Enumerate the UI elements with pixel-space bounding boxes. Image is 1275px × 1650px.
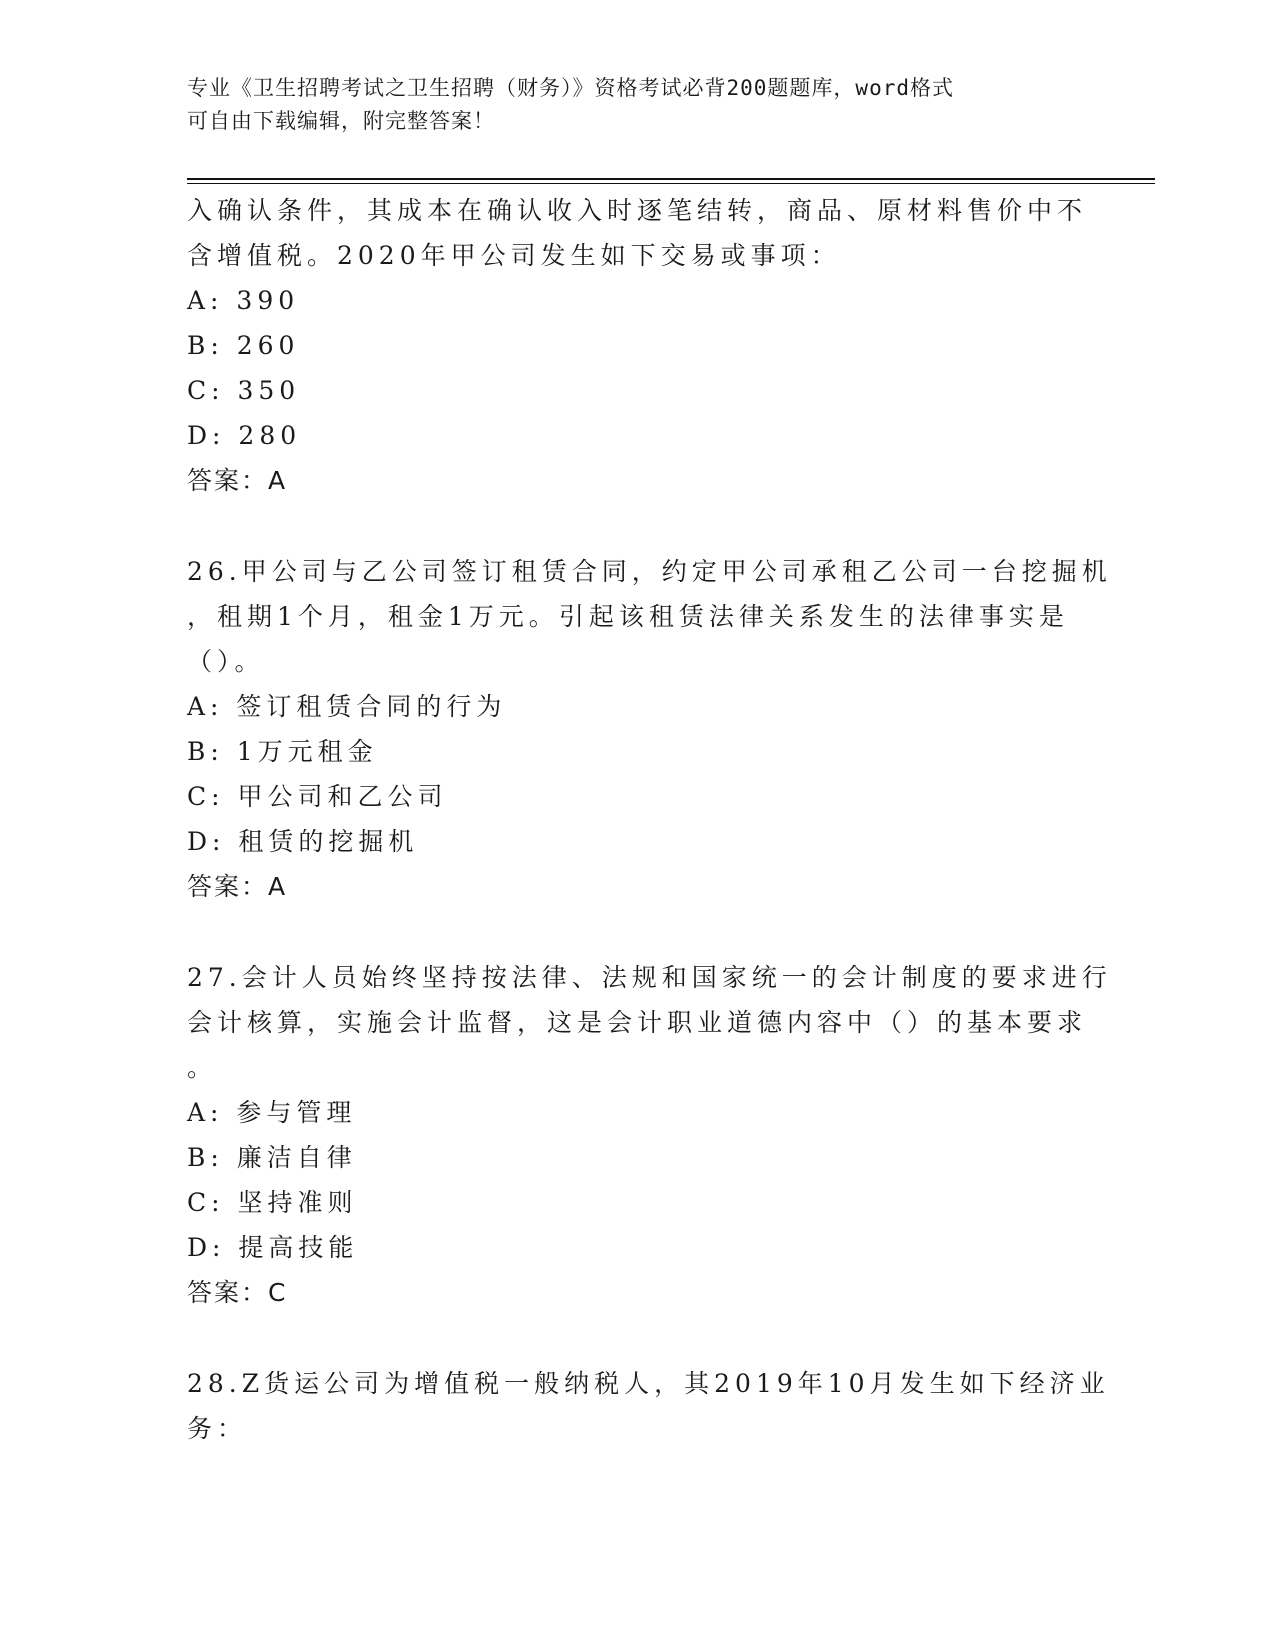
option-b: B: 廉洁自律 [187,1143,357,1172]
header-line-2: 可自由下载编辑，附完整答案！ [187,109,495,133]
question-continuation [187,188,1087,503]
option-c: C: 甲公司和乙公司 [187,782,448,811]
question-text-line: 26.甲公司与乙公司签订租赁合同，约定甲公司承租乙公司一台挖掘机 [187,557,1112,586]
document-body [187,188,1112,1451]
answer: 答案：A [187,872,288,901]
header-divider-thin [187,183,1155,184]
question-text-line: 28.Z货运公司为增值税一般纳税人，其2019年10月发生如下经济业 [187,1369,1110,1398]
option-a: A: 签订租赁合同的行为 [187,692,507,721]
question-text-line: 27.会计人员始终坚持按法律、法规和国家统一的会计制度的要求进行 [187,963,1112,992]
question-text-line: 入确认条件，其成本在确认收入时逐笔结转，商品、原材料售价中不 [187,196,1088,225]
page-header [187,72,1067,138]
header-divider-thick [187,178,1155,180]
question-text-line: 。 [187,1053,218,1082]
option-b: B: 1万元租金 [187,737,378,766]
answer: 答案：A [187,466,288,495]
option-d: D: 租赁的挖掘机 [187,827,419,856]
option-a: A: 390 [187,286,300,315]
option-c: C: 350 [187,376,301,405]
question-text-line: 会计核算，实施会计监督，这是会计职业道德内容中（）的基本要求 [187,1008,1088,1037]
option-c: C: 坚持准则 [187,1188,358,1217]
question-text-line: ，租期1个月，租金1万元。引起该租赁法律关系发生的法律事实是 [187,602,1069,631]
question-27 [187,955,1112,1315]
question-26 [187,549,1112,909]
header-line-1: 专业《卫生招聘考试之卫生招聘（财务）》资格考试必背200题题库，word格式 [187,76,954,100]
answer: 答案：C [187,1278,288,1307]
question-text-line: 含增值税。2020年甲公司发生如下交易或事项： [187,241,841,270]
option-a: A: 参与管理 [187,1098,357,1127]
option-b: B: 260 [187,331,300,360]
question-28 [187,1361,1110,1451]
option-d: D: 280 [187,421,302,450]
question-text-line: 务： [187,1414,248,1443]
option-d: D: 提高技能 [187,1233,359,1262]
question-text-line: （）。 [187,647,265,676]
